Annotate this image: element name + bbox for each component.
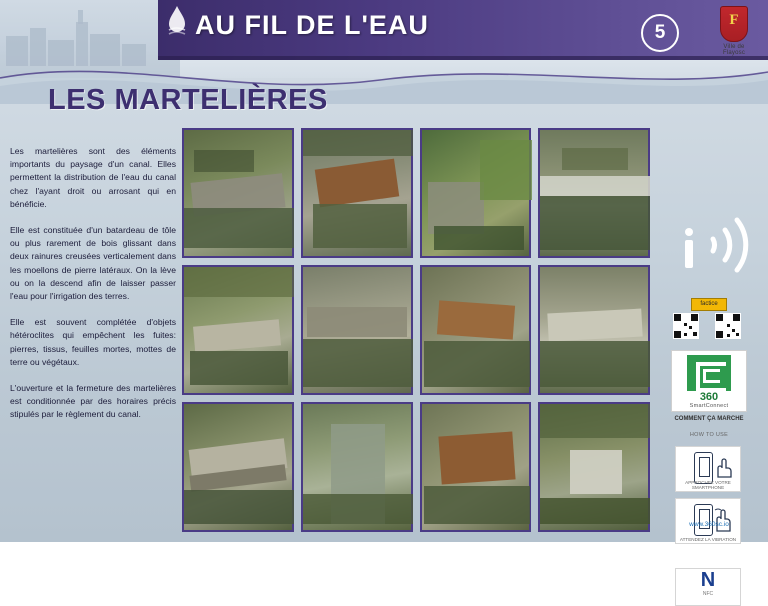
photo-martelliere-7[interactable] xyxy=(420,265,532,395)
shield-icon xyxy=(720,6,748,42)
photo-martelliere-6[interactable] xyxy=(301,265,413,395)
photo-martelliere-3[interactable] xyxy=(420,128,532,258)
smartconnect-number: 360 xyxy=(699,391,719,403)
shield-letter: F xyxy=(729,12,739,28)
photo-martelliere-12[interactable] xyxy=(538,402,650,532)
tap-hand-icon xyxy=(714,457,734,479)
nfc-sidebar xyxy=(655,128,763,597)
paragraph-3: Elle est souvent complétée d'objets hétéroclites qui empêchent les fuites: pierres, tissus, feuilles mortes, mottes de terre ou végétaux. xyxy=(10,317,176,367)
nfc-wave-icon xyxy=(663,210,755,280)
qr-code-right[interactable] xyxy=(715,313,741,339)
vibration-icon xyxy=(714,507,734,533)
photo-martelliere-10[interactable] xyxy=(301,402,413,532)
paragraph-4: L'ouverture et la fermeture des martelières est conditionnée par des horaires précis stipulés par le règlement du canal. xyxy=(10,383,176,420)
smartconnect-logo xyxy=(671,350,747,412)
step-1 xyxy=(675,446,741,492)
town-name-label: Ville de Flayosc xyxy=(722,44,746,56)
photo-martelliere-9[interactable] xyxy=(182,402,294,532)
photo-martelliere-4[interactable] xyxy=(538,128,650,258)
photo-martelliere-11[interactable] xyxy=(420,402,532,532)
howto-label: HOW TO USE xyxy=(689,432,729,438)
nfc-logo-letter: N xyxy=(700,569,716,591)
photo-martelliere-5[interactable] xyxy=(182,265,294,395)
step-2-caption: ATTENDEZ LA VIBRATION xyxy=(679,537,737,542)
factice-badge: factice xyxy=(691,298,727,311)
smartconnect-brand: SmartConnect xyxy=(689,403,729,409)
comment-label: COMMENT ÇA MARCHE xyxy=(674,416,744,422)
paragraph-1: Les martelières sont des éléments importants du paysage d'un canal. Elles permettent la distribution de l'eau du canal chez l'ayant droit ou arrosant qui en bénéficie. xyxy=(10,146,176,209)
photo-martelliere-2[interactable] xyxy=(301,128,413,258)
page-number-badge: 5 xyxy=(641,14,679,52)
website-url[interactable]: www.360sc.io xyxy=(689,521,729,528)
description-text xyxy=(10,145,176,525)
water-ripple-icon xyxy=(163,4,191,38)
section-title: LES MARTELIÈRES xyxy=(48,84,328,116)
nfc-logo xyxy=(675,568,741,606)
step-1-caption: APPROCHEZ VOTRE SMARTPHONE xyxy=(685,480,731,490)
nfc-logo-sub: NFC xyxy=(702,591,714,597)
photo-martelliere-1[interactable] xyxy=(182,128,294,258)
photo-martelliere-8[interactable] xyxy=(538,265,650,395)
photo-gallery xyxy=(182,128,650,532)
paragraph-2: Elle est constituée d'un batardeau de tôle ou plus rarement de bois glissant dans deux rainures creusées verticalement dans les moellons de pierre latéraux. On la lève ou on la descend afin de laisser passer l'eau pour l'irrigation des terres. xyxy=(10,225,176,302)
page-title: AU FIL DE L'EAU xyxy=(195,10,429,40)
green-spiral-icon xyxy=(687,355,731,391)
qr-code-left[interactable] xyxy=(673,313,699,339)
